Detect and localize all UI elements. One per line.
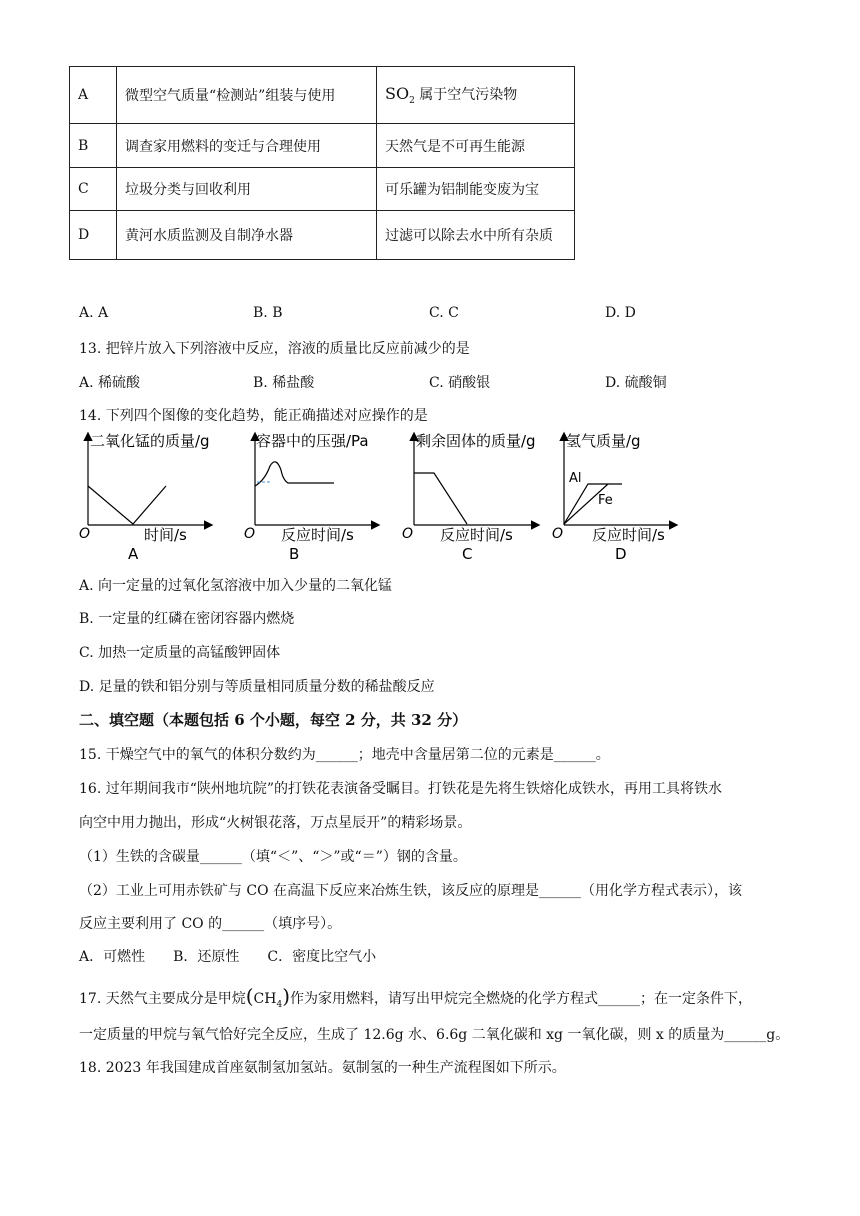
- q14-stem: 14. 下列四个图像的变化趋势，能正确描述对应操作的是: [79, 408, 428, 424]
- row-activity: 微型空气质量“检测站”组装与使用: [117, 67, 377, 124]
- row-letter: B: [70, 124, 117, 168]
- q13-option-d: D. 硫酸铜: [605, 375, 667, 391]
- q16-line2: 向空中用力抛出，形成“火树银花落，万点星辰开”的精彩场景。: [79, 815, 472, 831]
- graph-c-origin: O: [402, 526, 414, 542]
- q13-stem: 13. 把锌片放入下列溶液中反应，溶液的质量比反应前减少的是: [79, 341, 470, 357]
- graph-d-ylabel: 氢气质量/g: [566, 432, 641, 450]
- q14-option-b: B. 一定量的红磷在密闭容器内燃烧: [79, 611, 295, 627]
- row-letter: D: [70, 211, 117, 260]
- table-row: [70, 124, 575, 168]
- graph-d: [552, 432, 676, 563]
- q14-graphs-svg: [76, 428, 686, 563]
- graph-c-ylabel: 剩余固体的质量/g: [416, 432, 536, 450]
- paren-close: ): [282, 984, 290, 1008]
- ch4-subscript: 4: [276, 999, 283, 1010]
- q14-option-d: D. 足量的铁和铝分别与等质量相同质量分数的稀盐酸反应: [79, 679, 435, 695]
- graph-d-tag: D: [615, 545, 627, 563]
- graph-c-tag: C: [462, 545, 473, 563]
- graph-d-curve-al: [564, 484, 622, 524]
- q14-option-a: A. 向一定量的过氧化氢溶液中加入少量的二氧化锰: [79, 578, 393, 594]
- q15-text: 15. 干燥空气中的氧气的体积分数约为______；地壳中含量居第二位的元素是______。: [79, 747, 610, 763]
- graph-a-origin: O: [79, 526, 91, 542]
- row-conclusion-text: 属于空气污染物: [414, 87, 518, 104]
- row-letter: C: [70, 168, 117, 211]
- q17-line1-pre: 17. 天然气主要成分是甲烷: [79, 991, 246, 1007]
- row-conclusion: 天然气是不可再生能源: [377, 124, 575, 168]
- graph-c: [402, 432, 538, 563]
- graph-a-curve: [88, 486, 166, 524]
- q14-graphs: [76, 428, 686, 567]
- graph-b-tag: B: [289, 545, 300, 563]
- q14-option-c: C. 加热一定质量的高锰酸钾固体: [79, 645, 281, 661]
- q17-line1-post: 作为家用燃料，请写出甲烷完全燃烧的化学方程式______；在一定条件下，: [290, 991, 752, 1007]
- q12-option-a: A. A: [79, 305, 109, 321]
- section-heading: 二、填空题（本题包括 6 个小题，每空 2 分，共 32 分）: [79, 711, 468, 729]
- table-row: [70, 67, 575, 124]
- table-row: [70, 211, 575, 260]
- row-activity: 垃圾分类与回收利用: [117, 168, 377, 211]
- row-conclusion: 过滤可以除去水中所有杂质: [377, 211, 575, 260]
- graph-b-origin: O: [244, 526, 256, 542]
- q13-option-a: A. 稀硫酸: [79, 375, 141, 391]
- graph-c-curve: [414, 473, 467, 524]
- graph-d-origin: O: [552, 526, 564, 542]
- graph-a-tag: A: [128, 545, 139, 563]
- paren-open: (: [245, 984, 254, 1008]
- row-conclusion: [377, 67, 575, 124]
- q16-line1: 16. 过年期间我市“陕州地坑院”的打铁花表演备受瞩目。打铁花是先将生铁熔化成铁水，再用工具将铁水: [79, 781, 723, 797]
- q16-part2-line2: 反应主要利用了 CO 的______（填序号）。: [79, 916, 342, 932]
- graph-d-al-label: Al: [569, 471, 582, 486]
- graph-b-xlabel: 反应时间/s: [281, 526, 354, 544]
- graph-d-fe-label: Fe: [598, 493, 613, 508]
- q16-part2-line1: （2）工业上可用赤铁矿与 CO 在高温下反应来冶炼生铁，该反应的原理是______（用化学方程式表示），该: [79, 883, 742, 899]
- row-activity: 调查家用燃料的变迁与合理使用: [117, 124, 377, 168]
- q16-choices: A．可燃性 B．还原性 C．密度比空气小: [79, 949, 377, 965]
- q12-option-d: D. D: [605, 305, 636, 321]
- table-row: [70, 168, 575, 211]
- graph-a-ylabel: 二氧化锰的质量/g: [90, 432, 210, 450]
- graph-a-xlabel: 时间/s: [144, 526, 187, 544]
- q12-option-c: C. C: [429, 305, 459, 321]
- q12-option-b: B. B: [253, 305, 283, 321]
- row-activity: 黄河水质监测及自制净水器: [117, 211, 377, 260]
- q13-option-c: C. 硝酸银: [429, 375, 491, 391]
- so2-formula: SO: [385, 84, 410, 104]
- q18-text: 18. 2023 年我国建成首座氨制氢加氢站。氨制氢的一种生产流程图如下所示。: [79, 1060, 566, 1076]
- q13-option-b: B. 稀盐酸: [253, 375, 315, 391]
- q16-part1: （1）生铁的含碳量______（填“＜”、“＞”或“＝”）钢的含量。: [79, 849, 467, 865]
- graph-d-xlabel: 反应时间/s: [592, 526, 665, 544]
- graph-b-ylabel: 容器中的压强/Pa: [256, 432, 369, 450]
- q17-line2: 一定质量的甲烷与氧气恰好完全反应，生成了 12.6g 水、6.6g 二氧化碳和 xg 一氧化碳，则 x 的质量为______g。: [79, 1027, 790, 1043]
- row-letter: A: [70, 67, 117, 124]
- graph-c-xlabel: 反应时间/s: [440, 526, 513, 544]
- row-conclusion: 可乐罐为铝制能变废为宝: [377, 168, 575, 211]
- options-table: [69, 66, 575, 260]
- q17-line1: [79, 984, 752, 1010]
- graph-a: [79, 432, 211, 563]
- graph-b-curve: [255, 462, 334, 486]
- so2-subscript: 2: [409, 95, 415, 106]
- ch4-formula: CH: [253, 991, 277, 1007]
- graph-b: [244, 432, 378, 563]
